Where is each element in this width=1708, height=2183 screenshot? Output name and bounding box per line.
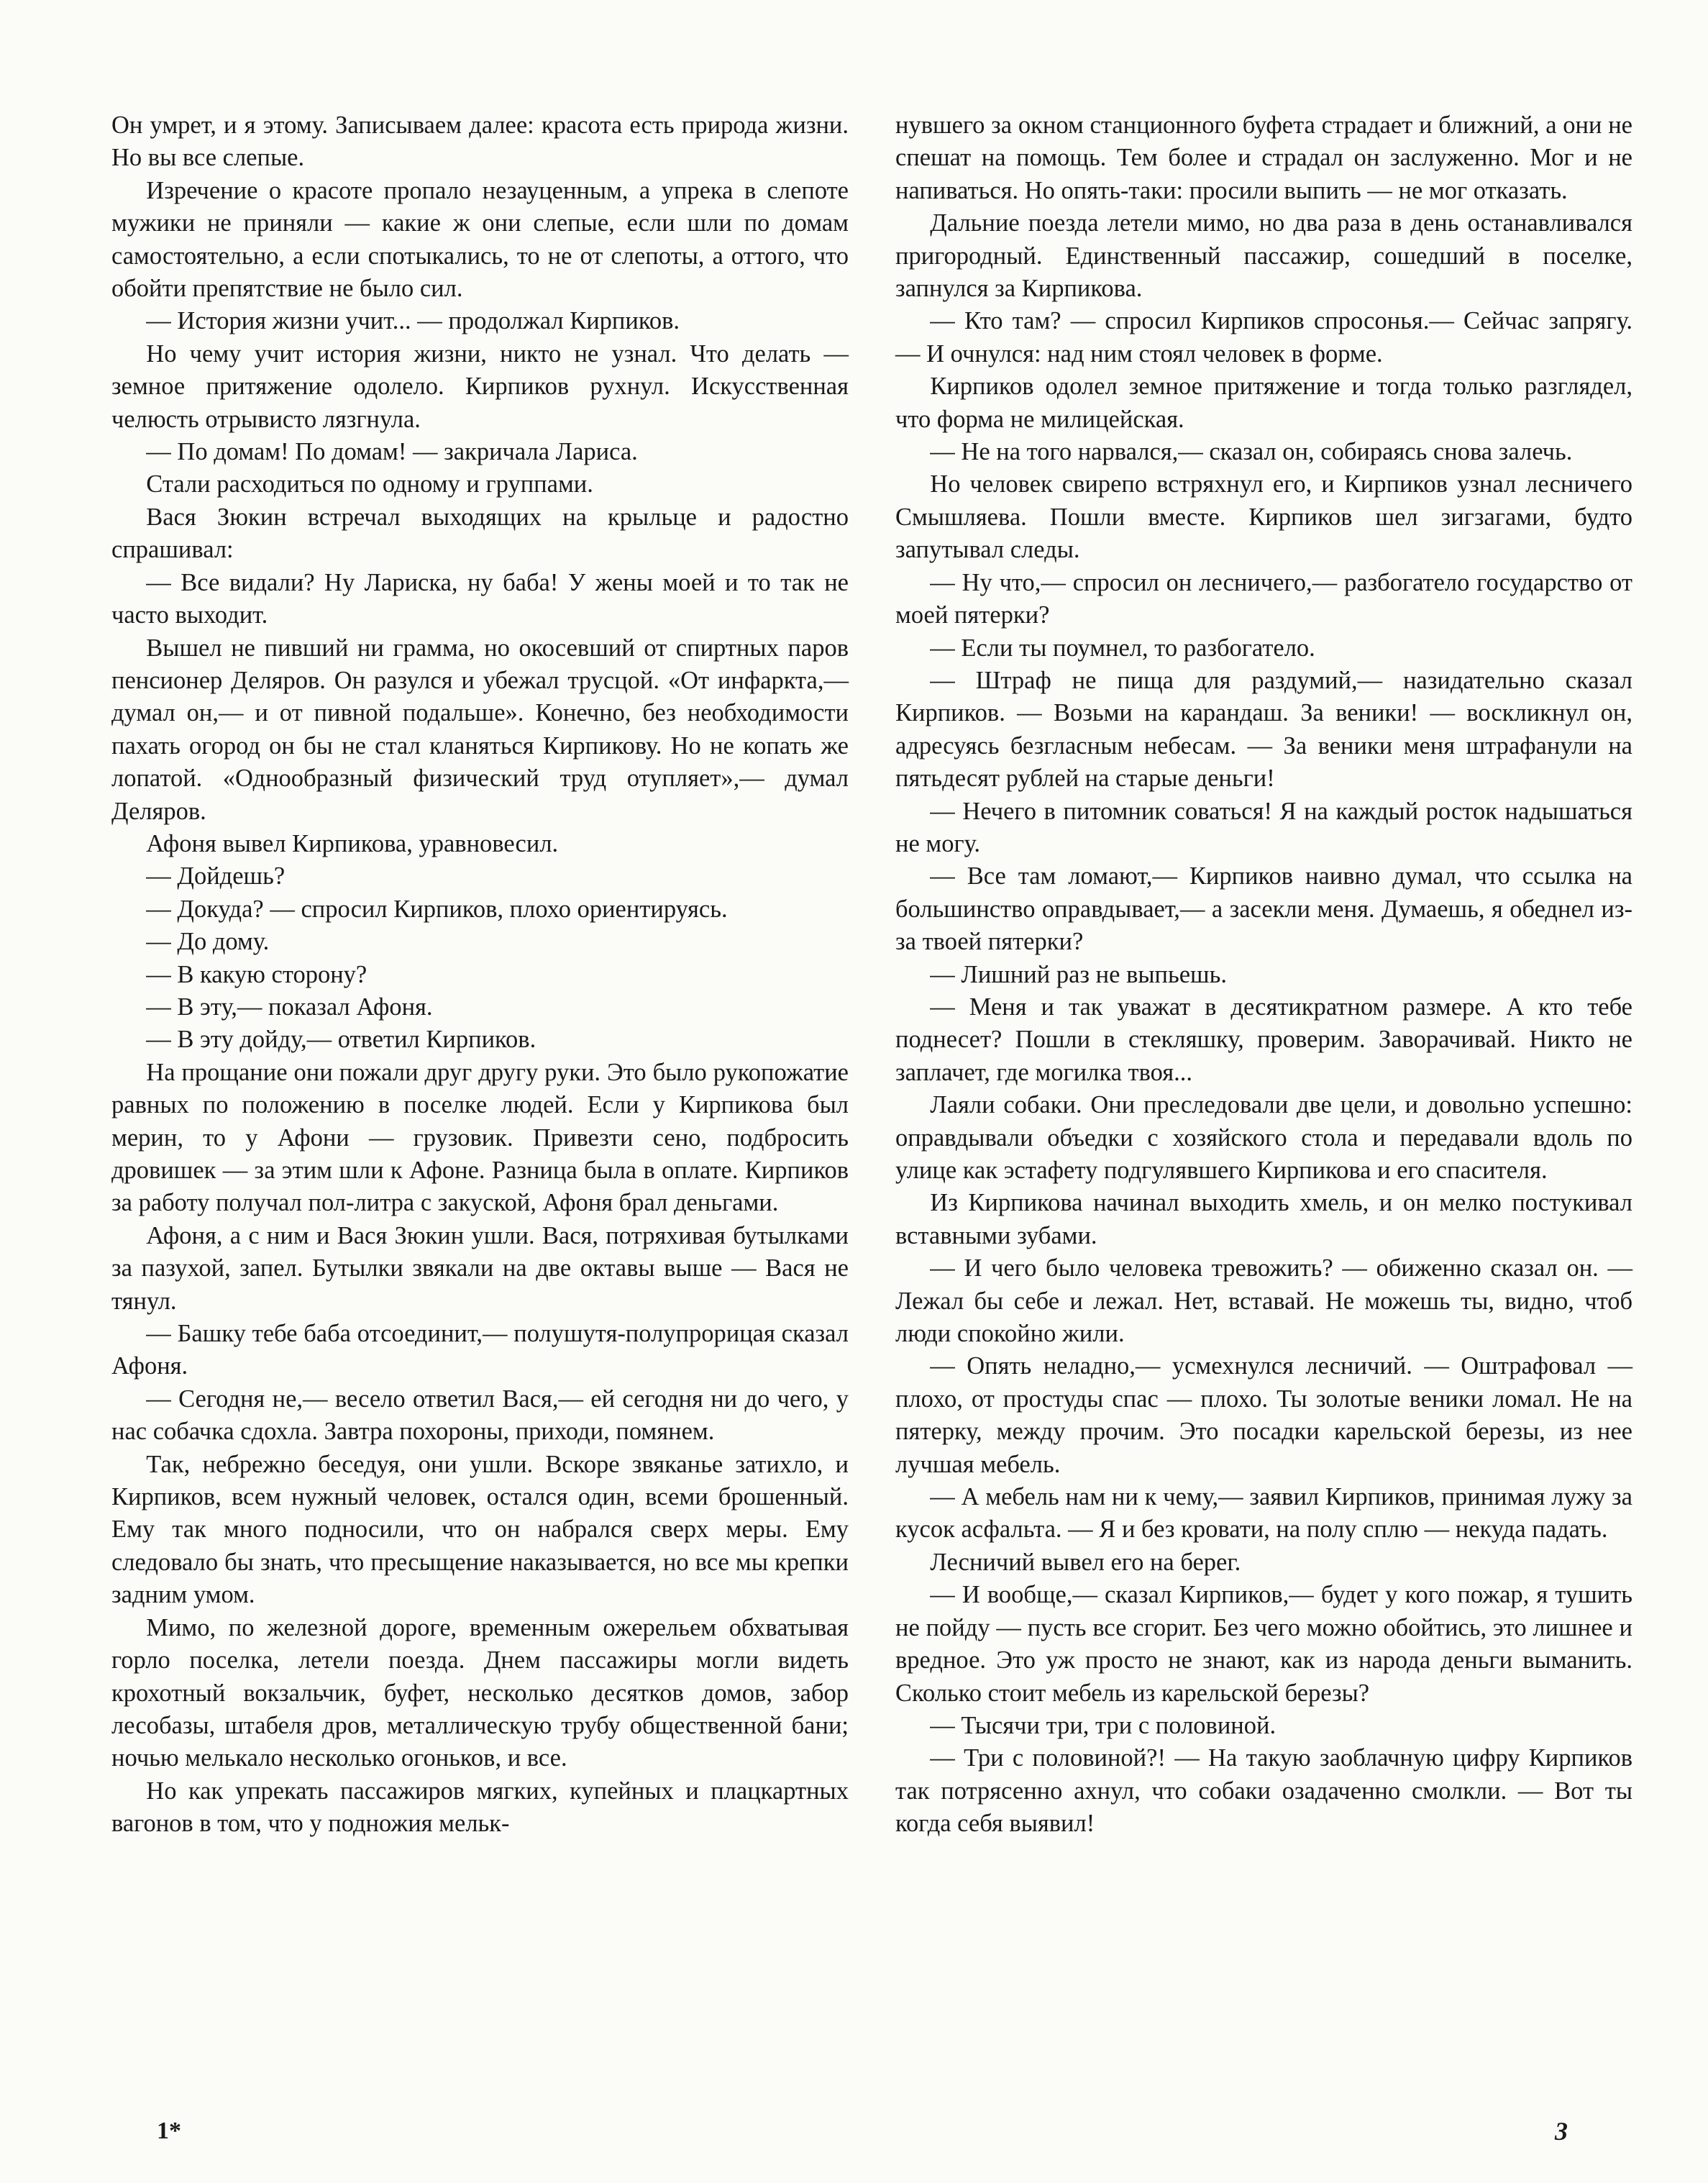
paragraph: — Если ты поумнел, то разбогатело. [930, 634, 1315, 662]
paragraph: — История жизни учит... — продолжал Кирпиков. [146, 307, 680, 335]
paragraph: — Штраф не пища для раздумий,— назидательно сказал Кирпиков. — Возьми на карандаш. За веники! — воскликнул он, адресуясь безгласным небесам. — За веники меня штрафанули на пятьдесят рублей на старые деньги! [895, 666, 1632, 793]
left-column [111, 109, 849, 1841]
paragraph: — Сегодня не,— весело ответил Вася,— ей сегодня ни до чего, у нас собачка сдохла. Завтра похороны, приходи, помянем. [111, 1385, 849, 1446]
paragraph: Афоня, а с ним и Вася Зюкин ушли. Вася, потряхивая бутылками за пазухой, запел. Бутылки звякали на две октавы выше — Вася не тянул. [111, 1221, 849, 1315]
paragraph: — И чего было человека тревожить? — обиженно сказал он. — Лежал бы себе и лежал. Нет, вставай. Не можешь ты, видно, чтоб люди спокойно жили. [895, 1254, 1632, 1348]
right-column [895, 109, 1632, 1841]
paragraph: — Кто там? — спросил Кирпиков спросонья.— Сейчас запрягу. — И очнулся: над ним стоял человек в форме. [895, 307, 1632, 368]
paragraph: Дальние поезда летели мимо, но два раза в день останавливался пригородный. Единственный пассажир, сошедший в поселке, запнулся за Кирпикова. [895, 209, 1632, 303]
paragraph: Вася Зюкин встречал выходящих на крыльце и радостно спрашивал: [111, 503, 849, 564]
paragraph: Но чему учит история жизни, никто не узнал. Что делать — земное притяжение одолело. Кирпиков рухнул. Искусственная челюсть отрывисто лязгнула. [111, 339, 849, 433]
page-number: 3 [1555, 2117, 1568, 2146]
paragraph: Лесничий вывел его на берег. [930, 1548, 1241, 1576]
paragraph: — Ну что,— спросил он лесничего,— разбогатело государство от моей пятерки? [895, 568, 1632, 629]
paragraph: — Все там ломают,— Кирпиков наивно думал, что ссылка на большинство оправдывает,— а засекли меня. Думаешь, я обеднел из-за твоей пятерки? [895, 862, 1632, 956]
paragraph: — Нечего в питомник соваться! Я на каждый росток надышаться не могу. [895, 797, 1632, 857]
paragraph: Мимо, по железной дороге, временным ожерельем обхватывая горло поселка, летели поезда. Днем пассажиры могли видеть крохотный вокзальчик, буфет, несколько десятков домов, забор лесобазы, штабеля дров, металлическую трубу общественной бани; ночью мелькало несколько огоньков, и все. [111, 1613, 849, 1772]
paragraph: — Не на того нарвался,— сказал он, собираясь снова залечь. [930, 438, 1573, 466]
paragraph: Изречение о красоте пропало незауценным, а упрека в слепоте мужики не приняли — какие ж они слепые, если шли по домам самостоятельно, а если спотыкались, то не от слепоты, а оттого, что обойти препятствие не было сил. [111, 176, 849, 303]
paragraph: — Лишний раз не выпьешь. [930, 960, 1227, 988]
paragraph: Но как упрекать пассажиров мягких, купейных и плацкартных вагонов в том, что у подножия мельк- [111, 1777, 849, 1838]
paragraph: Афоня вывел Кирпикова, уравновесил. [146, 829, 559, 857]
paragraph: Он умрет, и я этому. Записываем далее: красота есть природа жизни. Но вы все слепые. [111, 111, 849, 172]
paragraph: — В эту,— показал Афоня. [146, 993, 433, 1021]
paragraph: Кирпиков одолел земное притяжение и тогда только разглядел, что форма не милицейская. [895, 373, 1632, 433]
paragraph: — Опять неладно,— усмехнулся лесничий. — Оштрафовал — плохо, от простуды спас — плохо. Ты золотые веники ломал. Не на пятерку, между прочим. Это посадки карельской березы, из нее лучшая мебель. [895, 1352, 1632, 1478]
paragraph: — А мебель нам ни к чему,— заявил Кирпиков, принимая лужу за кусок асфальта. — Я и без кровати, на полу сплю — некуда падать. [895, 1483, 1632, 1544]
paragraph: — Докуда? — спросил Кирпиков, плохо ориентируясь. [146, 895, 728, 923]
paragraph: — Все видали? Ну Лариска, ну баба! У жены моей и то так не часто выходит. [111, 568, 849, 629]
signature-mark: 1* [157, 2118, 181, 2144]
paragraph: Стали расходиться по одному и группами. [146, 470, 593, 498]
paragraph: На прощание они пожали друг другу руки. Это было рукопожатие равных по положению в поселке людей. Если у Кирпикова был мерин, то у Афони — грузовик. Привезти сено, подбросить дровишек — за этим шли к Афоне. Разница была в оплате. Кирпиков за работу получал пол-литра с закуской, Афоня брал деньгами. [111, 1058, 849, 1217]
paragraph: Так, небрежно беседуя, они ушли. Вскоре звяканье затихло, и Кирпиков, всем нужный человек, остался один, всеми брошенный. Ему так много подносили, что он набрался сверх меры. Ему следовало бы знать, что пресыщение наказывается, но все мы крепки задним умом. [111, 1450, 849, 1609]
paragraph: — И вообще,— сказал Кирпиков,— будет у кого пожар, я тушить не пойду — пусть все сгорит. Без чего можно обойтись, это лишнее и вредное. Это уж просто не знают, как из народа деньги выманить. Сколько стоит мебель из карельской березы? [895, 1581, 1632, 1707]
paragraph: — Башку тебе баба отсоединит,— полушутя-полупрорицая сказал Афоня. [111, 1320, 849, 1380]
paragraph: нувшего за окном станционного буфета страдает и ближний, а они не спешат на помощь. Тем более и страдал он заслуженно. Мог и не напиваться. Но опять-таки: просили выпить — не мог отказать. [895, 111, 1632, 204]
paragraph: — Меня и так уважат в десятикратном размере. А кто тебе поднесет? Пошли в стекляшку, проверим. Заворачивай. Никто не заплачет, где могилка твоя... [895, 993, 1632, 1086]
paragraph: Но человек свирепо встряхнул его, и Кирпиков узнал лесничего Смышляева. Пошли вместе. Кирпиков шел зигзагами, будто запутывал следы. [895, 470, 1632, 564]
paragraph: Лаяли собаки. Они преследовали две цели, и довольно успешно: оправдывали объедки с хозяйского стола и передавали вдоль по улице как эстафету подгулявшего Кирпикова и его спасителя. [895, 1091, 1632, 1184]
paragraph: — Три с половиной?! — На такую заоблачную цифру Кирпиков так потрясенно ахнул, что собаки озадаченно смолкли. — Вот ты когда себя выявил! [895, 1744, 1632, 1838]
paragraph: — Тысячи три, три с половиной. [930, 1711, 1277, 1739]
paragraph: — Дойдешь? [146, 862, 286, 890]
paragraph: — В какую сторону? [146, 960, 367, 988]
paragraph: — В эту дойду,— ответил Кирпиков. [146, 1026, 536, 1054]
paragraph: — По домам! По домам! — закричала Лариса. [146, 438, 638, 466]
paragraph: Вышел не пивший ни грамма, но окосевший от спиртных паров пенсионер Деляров. Он разулся и убежал трусцой. «От инфаркта,— думал он,— и от пивной подальше». Конечно, без необходимости пахать огород он бы не стал кланяться Кирпикову. Но не копать же лопатой. «Однообразный физический труд отупляет»,— думал Деляров. [111, 634, 849, 825]
paragraph: Из Кирпикова начинал выходить хмель, и он мелко постукивал вставными зубами. [895, 1189, 1632, 1249]
paragraph: — До дому. [146, 928, 270, 956]
